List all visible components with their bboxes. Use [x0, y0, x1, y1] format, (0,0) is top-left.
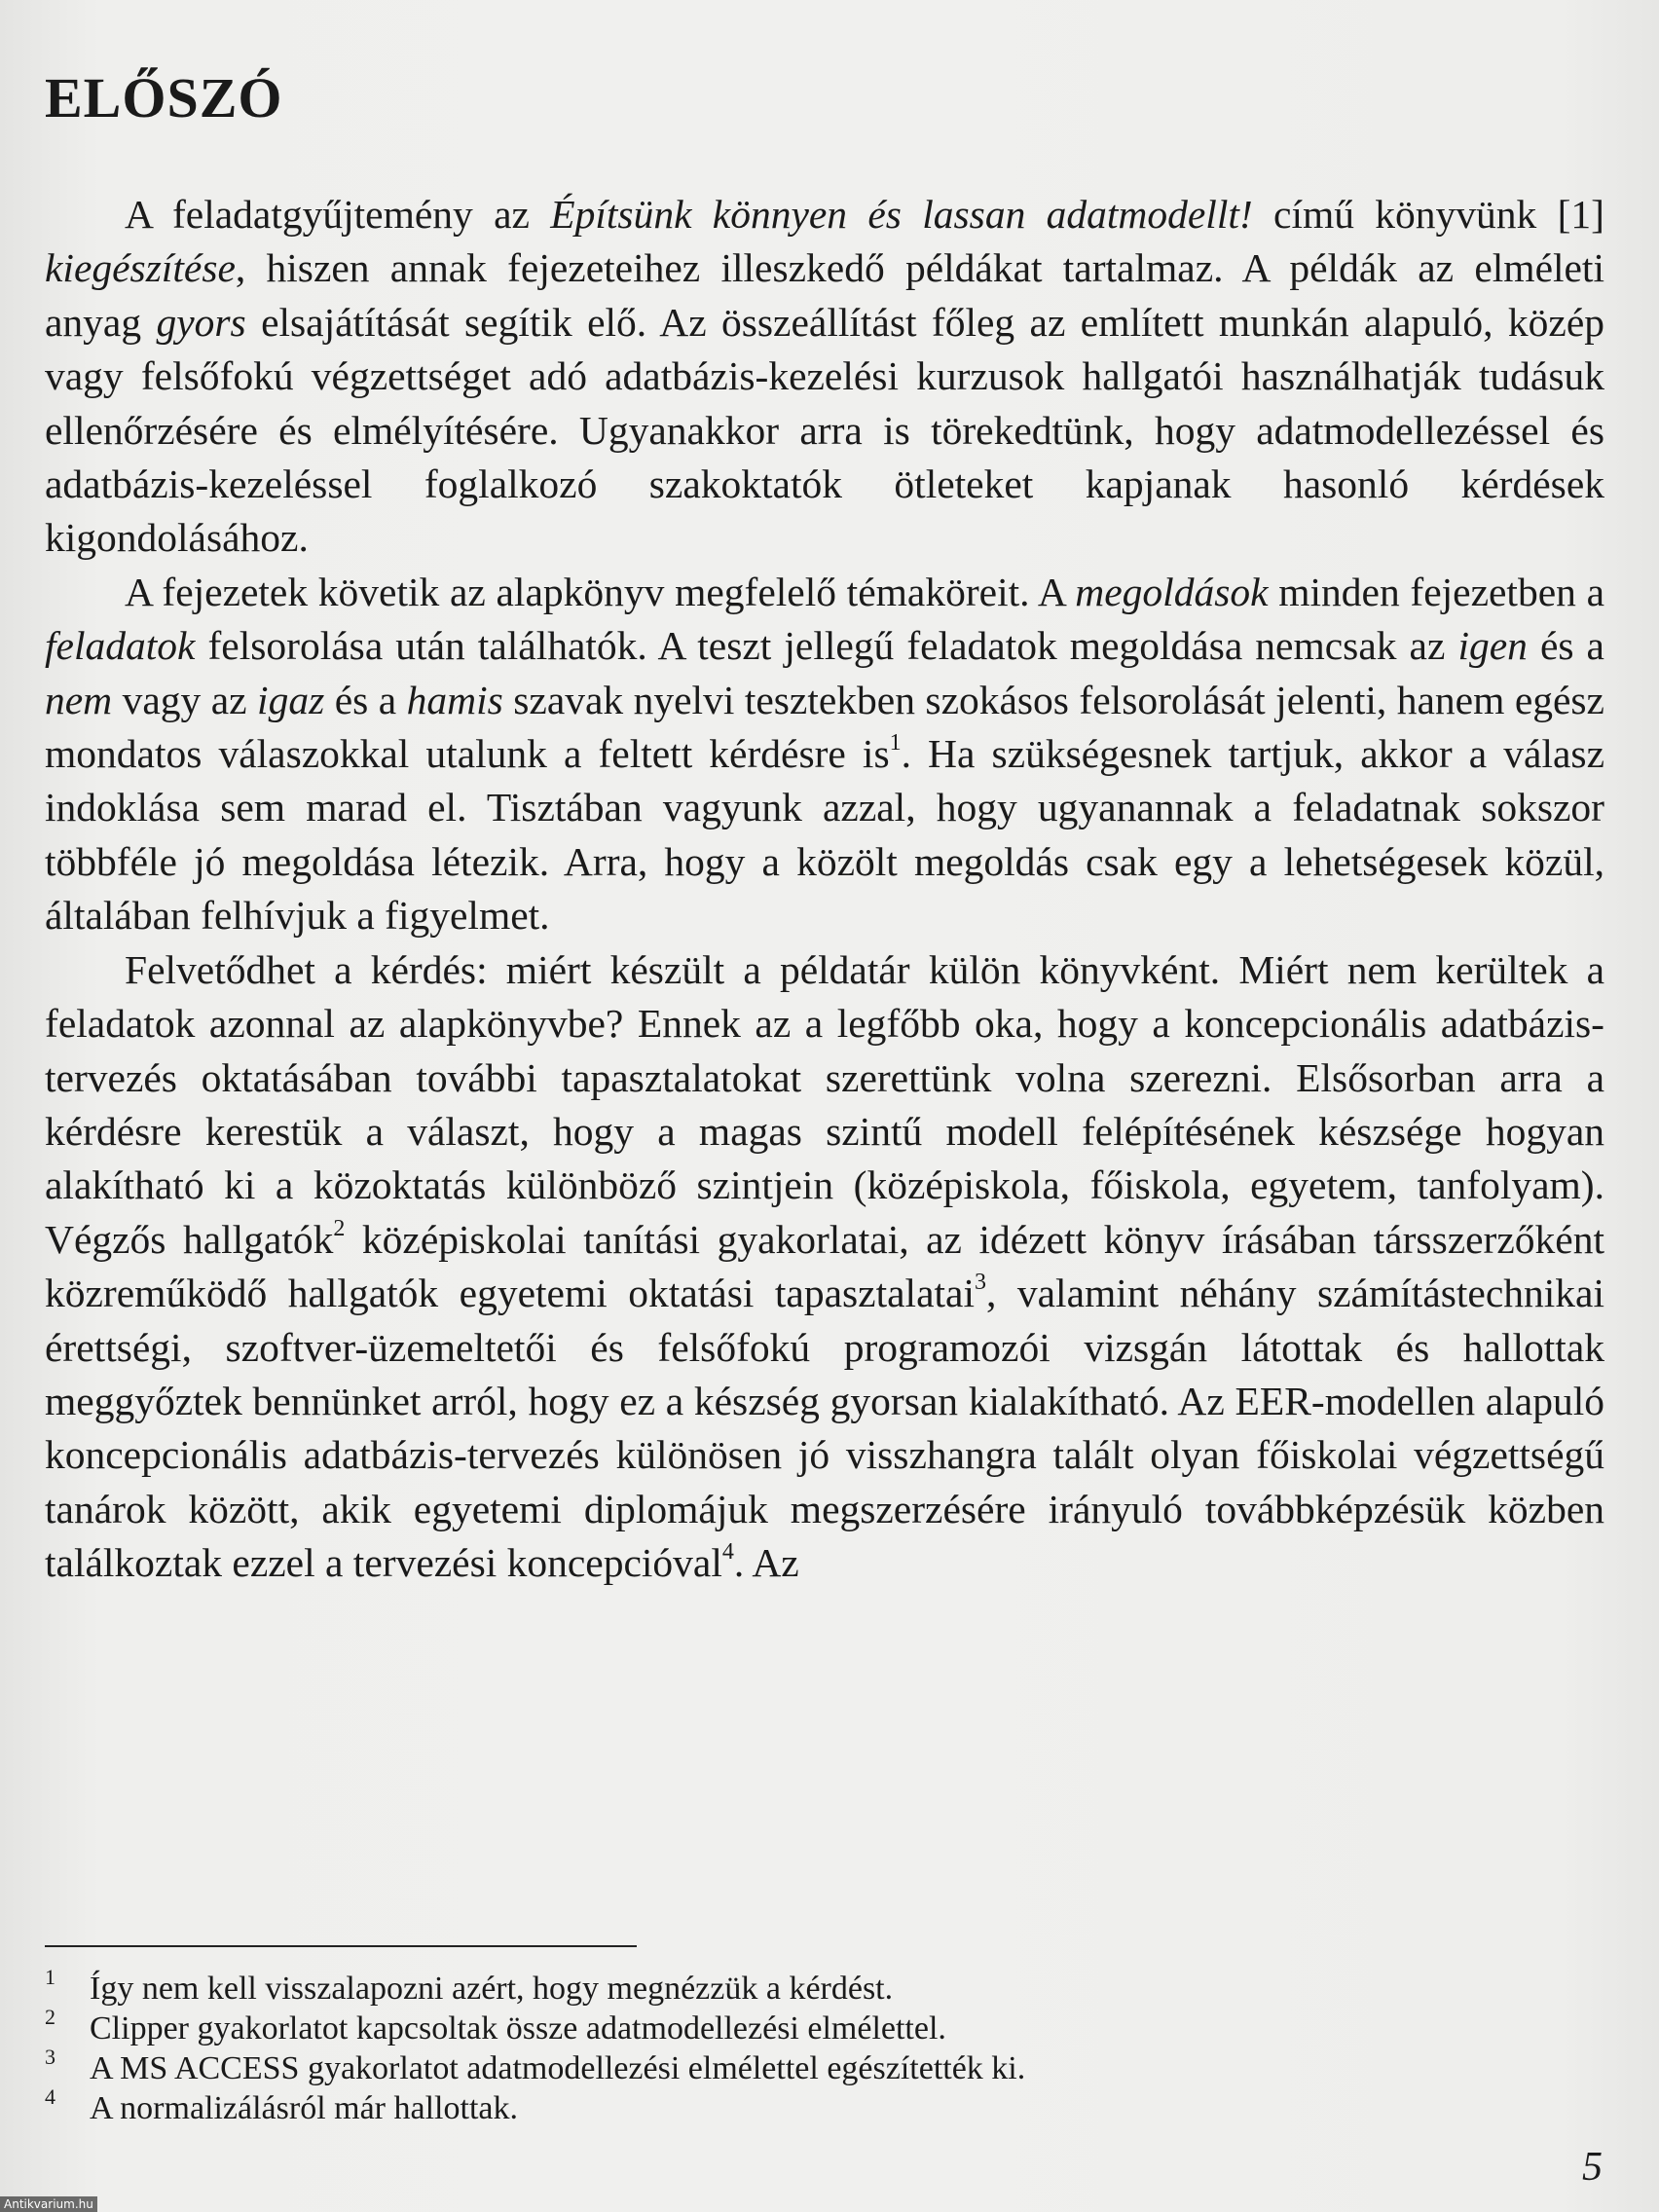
paragraph — [45, 188, 1604, 566]
emphasis-text: igaz — [257, 677, 325, 722]
footnote-text: Clipper gyakorlatot kapcsoltak össze adatmodellezési elmélettel. — [90, 2010, 946, 2046]
footnotes — [45, 1965, 1408, 2128]
text-run: című könyvünk [1] — [1252, 192, 1605, 237]
text-run: A feladatgyűjtemény az — [125, 192, 551, 237]
footnote-ref: 1 — [889, 730, 902, 756]
footnote-ref: 4 — [721, 1539, 734, 1566]
body-text — [45, 188, 1604, 1591]
paragraph — [45, 566, 1604, 943]
footnote — [45, 2005, 1408, 2048]
footnote-number: 1 — [45, 1965, 55, 1989]
text-run: és a — [1527, 623, 1604, 669]
footnote-ref: 2 — [333, 1215, 346, 1241]
text-run: elsajátítását segítik elő. Az összeállítást főleg az említett munkán alapuló, közép vagy felsőfokú végzettséget adó adatbázis-kezelési kurzusok hallgatói használhatják tudásuk ellenőrzésére és elmélyítésére. Ugyanakkor arra is törekedtünk, hogy adatmodellezéssel és adatbázis-kezeléssel foglalkozó szakoktatók ötleteket kapjanak hasonló kérdések kigondolásához. — [45, 299, 1604, 561]
text-run: középiskolai tanítási gyakorlatai, az idézett könyv írásában társszerzőként közreműködő hallgatók egyetemi oktatási tapasztalatai — [45, 1216, 1604, 1316]
emphasis-text: megoldások — [1075, 569, 1269, 614]
footnote — [45, 2045, 1408, 2088]
page-number: 5 — [1582, 2145, 1603, 2190]
paragraph — [45, 943, 1604, 1591]
footnote-text: Így nem kell visszalapozni azért, hogy megnézzük a kérdést. — [90, 1971, 894, 2007]
emphasis-text: hamis — [406, 677, 503, 722]
text-run: szavak nyelvi tesztekben szokásos felsorolását jelenti, hanem egész mondatos válaszokkal utalunk a feltett kérdésre is — [45, 677, 1604, 777]
text-run: . Az — [733, 1540, 799, 1586]
watermark: Antikvarium.hu — [0, 2196, 97, 2212]
text-run: A fejezetek követik az alapkönyv megfelelő témaköreit. A — [125, 569, 1076, 614]
text-run: vagy az — [112, 677, 258, 722]
emphasis-text: Építsünk könnyen és lassan adatmodellt! — [550, 192, 1253, 237]
emphasis-text: nem — [45, 677, 113, 722]
text-run: . Ha szükségesnek tartjuk, akkor a válasz indoklása sem marad el. Tisztában vagyunk azzal, hogy ugyanannak a feladatnak sokszor többféle jó megoldása létezik. Arra, hogy a közölt megoldás csak egy a lehetségesek közül, általában felhívjuk a figyelmet. — [45, 731, 1604, 939]
emphasis-text: gyors — [156, 299, 246, 345]
text-run: felsorolása után találhatók. A teszt jellegű feladatok megoldása nemcsak az — [195, 623, 1458, 669]
footnote-ref: 3 — [974, 1270, 986, 1296]
page-title: ELŐSZÓ — [45, 66, 283, 129]
footnote-text: A MS ACCESS gyakorlatot adatmodellezési elmélettel egészítették ki. — [90, 2050, 1026, 2086]
emphasis-text: igen — [1457, 623, 1528, 669]
text-run: , valamint néhány számítástechnikai érettségi, szoftver-üzemeltetői és felsőfokú programozói vizsgán látottak és hallottak meggyőztek bennünket arról, hogy ez a készség gyorsan kialakítható. Az EER-modellen alapuló koncepcionális adatbázis-tervezés különösen jó visszhangra talált olyan főiskolai végzettségű tanárok között, akik egyetemi diplomájuk megszerzésére irányuló továbbképzésük közben találkoztak ezzel a tervezési koncepcióval — [45, 1271, 1604, 1586]
footnote-number: 3 — [45, 2045, 55, 2069]
text-run: minden fejezetben a — [1268, 569, 1604, 614]
footnote-divider — [45, 1945, 637, 1947]
footnote-number: 4 — [45, 2084, 55, 2109]
footnote — [45, 1965, 1408, 2009]
footnote — [45, 2084, 1408, 2128]
emphasis-text: feladatok — [45, 623, 196, 669]
footnote-number: 2 — [45, 2005, 55, 2029]
footnote-text: A normalizálásról már hallottak. — [90, 2090, 518, 2126]
text-run: és a — [324, 677, 407, 722]
text-run: , hiszen annak fejezeteihez illeszkedő példákat tartalmaz. A példák az elméleti anyag — [45, 245, 1604, 345]
emphasis-text: kiegészítése — [45, 245, 236, 291]
text-run: Felvetődhet a kérdés: miért készült a példatár külön könyvként. Miért nem kerültek a feladatok azonnal az alapkönyvbe? Ennek az a legfőbb oka, hogy a koncepcionális adatbázis-tervezés oktatásában további tapasztalatokat szerettünk volna szerezni. Elsősorban arra a kérdésre kerestük a választ, hogy a magas szintű modell felépítésének készsége hogyan alakítható ki a közoktatás különböző szintjein (középiskola, főiskola, egyetem, tanfolyam). Végzős hallgatók — [45, 946, 1604, 1262]
